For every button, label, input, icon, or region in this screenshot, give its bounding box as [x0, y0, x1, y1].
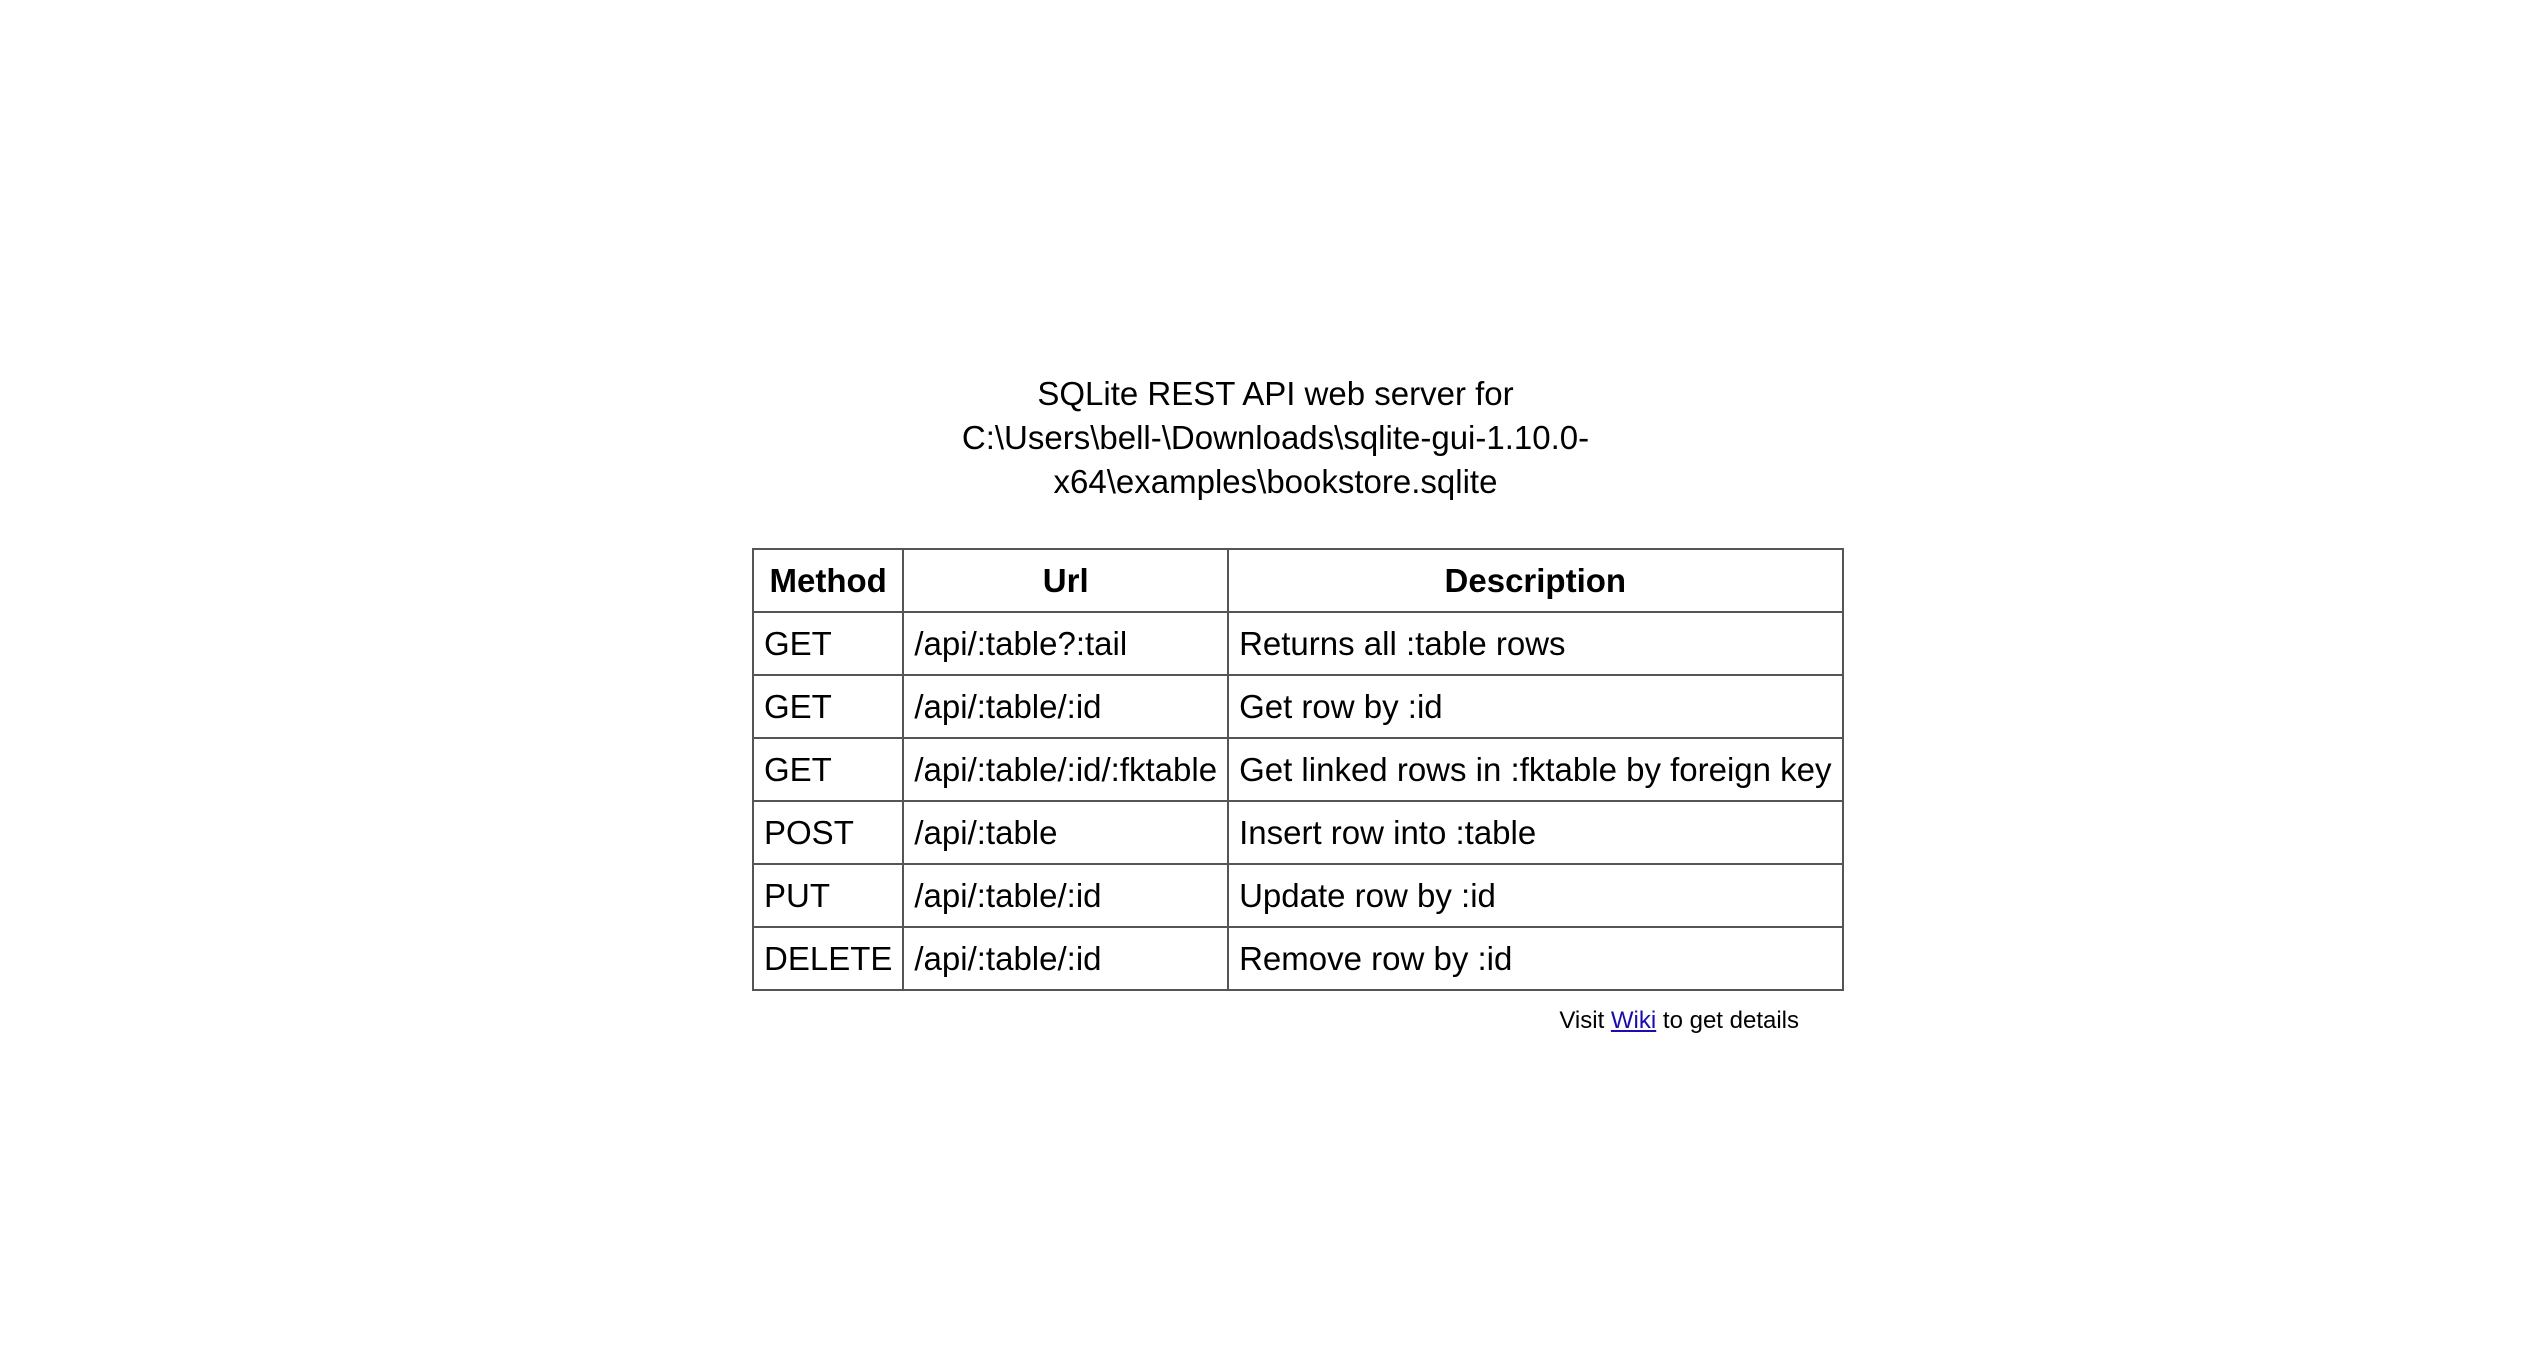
cell-method: GET — [753, 738, 903, 801]
title-line-2-database-path: C:\Users\bell-\Downloads\sqlite-gui-1.10.0-x64\examples\bookstore.sqlite — [961, 419, 1590, 500]
footer-prefix: Visit — [1559, 1007, 1605, 1034]
table-header-row — [753, 549, 1843, 612]
column-header-url: Url — [903, 549, 1228, 612]
cell-url: /api/:table — [903, 801, 1228, 864]
footer-suffix: to get details — [1662, 1007, 1799, 1034]
page-title — [752, 372, 1799, 504]
table-row — [753, 675, 1843, 738]
cell-url: /api/:table/:id — [903, 675, 1228, 738]
table-row — [753, 801, 1843, 864]
cell-url: /api/:table/:id — [903, 927, 1228, 990]
cell-url: /api/:table?:tail — [903, 612, 1228, 675]
column-header-description: Description — [1228, 549, 1842, 612]
title-line-1: SQLite REST API web server for — [1037, 375, 1514, 412]
column-header-method: Method — [753, 549, 903, 612]
cell-description: Get linked rows in :fktable by foreign key — [1228, 738, 1842, 801]
wiki-link[interactable]: Wiki — [1610, 1007, 1657, 1034]
cell-method: POST — [753, 801, 903, 864]
cell-url: /api/:table/:id/:fktable — [903, 738, 1228, 801]
cell-method: DELETE — [753, 927, 903, 990]
table-row — [753, 927, 1843, 990]
cell-url: /api/:table/:id — [903, 864, 1228, 927]
cell-description: Update row by :id — [1228, 864, 1842, 927]
footer-note — [752, 1005, 1799, 1037]
cell-method: GET — [753, 612, 903, 675]
table-row — [753, 612, 1843, 675]
cell-method: GET — [753, 675, 903, 738]
table-row — [753, 864, 1843, 927]
main-content — [752, 372, 1832, 1037]
cell-description: Remove row by :id — [1228, 927, 1842, 990]
api-endpoints-table — [752, 548, 1844, 991]
cell-description: Get row by :id — [1228, 675, 1842, 738]
cell-description: Returns all :table rows — [1228, 612, 1842, 675]
cell-method: PUT — [753, 864, 903, 927]
table-row — [753, 738, 1843, 801]
cell-description: Insert row into :table — [1228, 801, 1842, 864]
